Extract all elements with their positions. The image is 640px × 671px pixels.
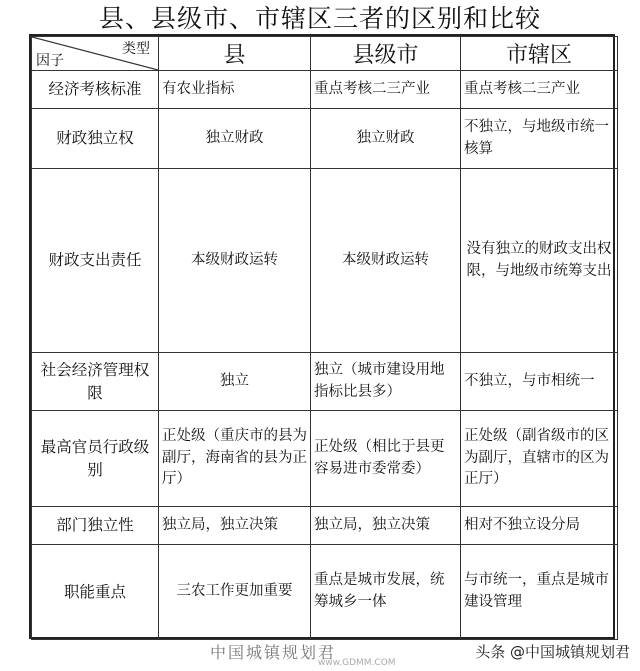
factor-cell: 财政支出责任 [32, 169, 159, 353]
table-row [32, 545, 618, 640]
county-city-cell: 正处级（相比于县更容易进市委常委） [311, 411, 461, 507]
county-city-cell: 本级财政运转 [311, 169, 461, 353]
table-row [32, 353, 618, 411]
county-city-cell: 独立（城市建设用地指标比县多） [311, 353, 461, 411]
district-cell: 重点考核二三产业 [461, 71, 618, 109]
county-cell: 三农工作更加重要 [159, 545, 311, 640]
factor-cell: 社会经济管理权限 [32, 353, 159, 411]
county-cell: 有农业指标 [159, 71, 311, 109]
district-cell: 没有独立的财政支出权限，与地级市统筹支出 [461, 169, 618, 353]
table-row [32, 507, 618, 545]
factor-cell: 职能重点 [32, 545, 159, 640]
district-cell: 不独立，与地级市统一核算 [461, 109, 618, 169]
county-city-cell: 独立财政 [311, 109, 461, 169]
corner-type-label: 类型 [122, 41, 150, 57]
table-row [32, 169, 618, 353]
watermark-url: www.GDMM.COM [318, 658, 396, 668]
watermark-text: 中国城镇规划君 [210, 643, 337, 662]
district-cell: 与市统一，重点是城市建设管理 [461, 545, 618, 640]
county-city-cell: 独立局，独立决策 [311, 507, 461, 545]
district-cell: 不独立，与市相统一 [461, 353, 618, 411]
table-row [32, 109, 618, 169]
county-cell: 独立财政 [159, 109, 311, 169]
county-city-cell: 重点是城市发展，统筹城乡一体 [311, 545, 461, 640]
footer [0, 639, 640, 671]
factor-cell: 部门独立性 [32, 507, 159, 545]
table-row [32, 71, 618, 109]
county-city-cell: 重点考核二三产业 [311, 71, 461, 109]
county-cell: 本级财政运转 [159, 169, 311, 353]
county-cell: 独立 [159, 353, 311, 411]
district-cell: 正处级（副省级市的区为副厅，直辖市的区为正厅） [461, 411, 618, 507]
district-cell: 相对不独立设分局 [461, 507, 618, 545]
factor-cell: 财政独立权 [32, 109, 159, 169]
factor-cell: 经济考核标准 [32, 71, 159, 109]
county-cell: 独立局，独立决策 [159, 507, 311, 545]
corner-header-cell [32, 37, 159, 71]
column-header-county: 县 [159, 37, 311, 71]
table-row [32, 411, 618, 507]
comparison-table [29, 34, 615, 639]
column-header-district: 市辖区 [461, 37, 618, 71]
county-cell: 正处级（重庆市的县为副厅，海南省的县为正厅） [159, 411, 311, 507]
header-row [32, 37, 618, 71]
source-credit: 头条 @中国城镇规划君 [475, 643, 630, 661]
corner-factor-label: 因子 [36, 53, 64, 69]
page-title: 县、县级市、市辖区三者的区别和比较 [98, 4, 541, 33]
column-header-county-city: 县级市 [311, 37, 461, 71]
factor-cell: 最高官员行政级别 [32, 411, 159, 507]
